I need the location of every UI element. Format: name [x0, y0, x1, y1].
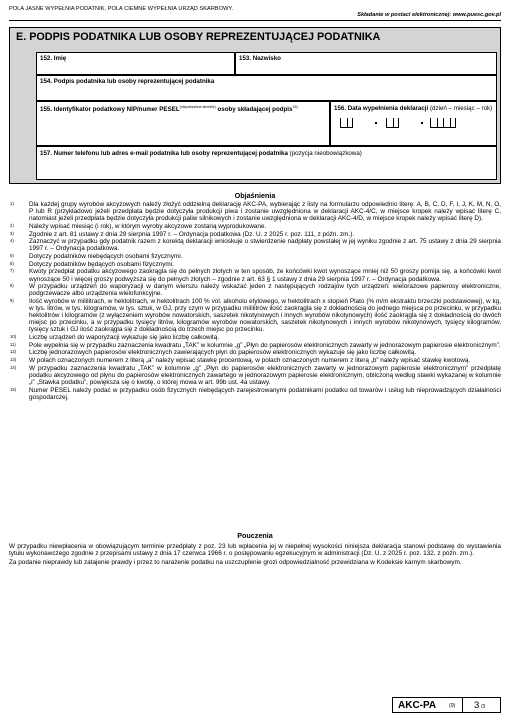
- form-footer-box: [392, 697, 501, 713]
- form-code: AKC-PA: [398, 700, 437, 711]
- field-156-label-main: 156. Data wypełnienia deklaracji: [334, 105, 429, 112]
- footnote-text: Kwoty przedpłat podatku akcyzowego zaokrągla się do pełnych złotych w ten sposób, że końcówki kwot wynoszące mniej niż 50 groszy pomija się, a końcówki kwot wynoszące 50 i więcej groszy podwyższa się do pełnych złotych – zgodnie z art. 63 § 1 ustawy z dnia 29 sierpnia 1997 r. – Ordynacja podatkowa.: [29, 268, 501, 283]
- footnote-text: Należy wpisać miesiąc (i rok), w którym wyroby akcyzowe zostaną wyprodukowane.: [29, 222, 267, 230]
- footnote-text: Ilość wyrobów w mililitrach, w hektolitrach, w hektolitrach 100 % vol. alkoholu etylowego, w hektolitrach x stopień Plato (% m/m ekstraktu brzeczki podstawowej), w kg, w tys. litrów, w tys. kilogramów, w tys. sztuk, w GJ, przy czym w przypadku mililitrów ilość zaokrągla się z dokładnością do jednego miejsca po przecinku, w przypadku hektolitrów i kilogramów (z wyłączeniem wyrobów nowatorskich, saszetek nikotynowych i innych wyrobów nikotynowych) ilość zaokrągla się z dokładnością do dwóch miejsc po przecinku, a w przypadku tysięcy litrów, kilogramów wyrobów nowatorskich, saszetek nikotynowych i innych wyrobów nikotynowych, tysięcy kilogramów, tysięcy sztuk i GJ ilość zaokrągla się z dokładnością do trzech miejsc po przecinku.: [29, 297, 501, 334]
- footnote-item: [9, 342, 501, 349]
- field-153-last-name[interactable]: [235, 52, 497, 75]
- footnote-text: Zgodnie z art. 81 ustawy z dnia 29 sierpnia 1997 r. – Ordynacja podatkowa (Dz. U. z 2025 r. poz. 111, z późn. zm.).: [29, 230, 355, 238]
- field-157-phone-email[interactable]: [36, 146, 497, 180]
- footnote-number: 7): [10, 268, 14, 274]
- footnote-number: 11): [10, 341, 16, 347]
- date-month-digit-2[interactable]: [393, 118, 400, 128]
- footnote-item: [9, 261, 501, 268]
- footnote-item: [9, 334, 501, 341]
- footnote-item: [9, 349, 501, 356]
- footnote-text: Dotyczy podatników niebędących osobami fizycznymi.: [29, 253, 183, 261]
- footnote-item: [9, 268, 501, 282]
- pouczenia-paragraph: Za podanie nieprawdy lub zatajenie prawdy i przez to narażenie podatku na uszczuplenie grozi odpowiedzialność przewidziana w Kodeksie karnym skarbowym.: [9, 559, 462, 567]
- date-year-digit-4[interactable]: [450, 118, 457, 128]
- header-left-note: POLA JASNE WYPEŁNIA PODATNIK, POLA CIEMNE WYPEŁNIA URZĄD SKARBOWY.: [9, 6, 234, 12]
- page-total: /3: [481, 704, 486, 710]
- field-155-nip-pesel[interactable]: [36, 101, 330, 146]
- footnote-text: Pole wypełnia się w przypadku zaznaczenia kwadratu „TAK” w kolumnie „g” „Płyn do papierosów elektronicznych zawarty w jednorazowym papierosie elektronicznym”.: [29, 341, 501, 349]
- footnote-number: 6): [10, 260, 14, 266]
- footnote-number: 5): [10, 253, 14, 259]
- footnote-number: 15): [10, 386, 17, 392]
- footnote-text: Liczbę jednorazowych papierosów elektronicznych zawierających płyn do papierosów elektronicznych wykazuje się jako liczbę całkowitą.: [29, 349, 417, 357]
- footnote-text: Numer PESEL należy podać w przypadku osób fizycznych niebędących zarejestrowanymi podatnikami podatku od towarów i usług lub nieprowadzących działalności gospodarczej.: [29, 386, 501, 401]
- footnote-number: 12): [10, 349, 17, 355]
- pouczenia-paragraph: W przypadku niewpłacenia w obowiązującym terminie przedpłaty z poz. 23 lub wpłacenia jej w niepełnej wysokości niniejsza deklaracja stanowi podstawę do wystawienia tytułu wykonawczego zgodnie z przepisami ustawy z dnia 17 czerwca 1966 r. o postępowaniu egzekucyjnym w administracji (Dz. U. z 2025 r. poz. 132, z późn. zm.).: [9, 543, 501, 558]
- field-155-label-tail: osoby składającej podpis: [215, 106, 293, 114]
- footnote-text: W przypadku urządzeń do waporyzacji w danym wierszu należy wskazać jeden z następujących rodzajów tych urządzeń: wielorazowe papierosy elektroniczne, podgrzewacze albo urządzenia wielofunkcyjne.: [29, 283, 501, 298]
- footnote-number: 14): [10, 364, 17, 370]
- footnote-number: 10): [10, 334, 17, 340]
- header-rule: [9, 20, 501, 21]
- footnote-item: [9, 253, 501, 260]
- pouczenia-heading: Pouczenia: [237, 531, 273, 540]
- footnote-item: [9, 298, 501, 333]
- footnote-item: [9, 223, 501, 230]
- field-156-label-hint: (dzień – miesiąc – rok): [428, 105, 493, 112]
- field-157-label-main: 157. Numer telefonu lub adres e-mail podatnika lub osoby reprezentującej podatnika: [40, 150, 288, 157]
- footnote-item: [9, 387, 501, 401]
- field-153-label: 153. Nazwisko: [239, 55, 281, 62]
- field-157-label: [40, 150, 362, 157]
- field-155-label-note: (niepotrzebne skreślić): [179, 105, 216, 109]
- footnote-number: 13): [10, 357, 17, 363]
- footnote-number: 1): [10, 201, 14, 206]
- footnote-item: [9, 357, 501, 364]
- field-152-label: 152. Imię: [40, 55, 67, 62]
- footnote-text: Zaznaczyć w przypadku gdy podatnik razem z korektą deklaracji wnioskuje o stwierdzenie nadpłaty powstałej w jej wyniku zgodnie z art. 75 ustawy z dnia 29 sierpnia 1997 r. – Ordynacja podatkowa.: [29, 238, 501, 253]
- footnote-item: [9, 238, 501, 252]
- date-day-digit-2[interactable]: [347, 118, 354, 128]
- footnote-number: 9): [10, 297, 14, 303]
- footnote-text: Dotyczy podatników będących osobami fizycznymi.: [29, 260, 174, 268]
- footer-divider: [462, 698, 463, 712]
- section-e-signature: [9, 27, 501, 184]
- footnote-number: 2): [10, 222, 14, 228]
- date-separator-dot: [375, 122, 377, 124]
- field-155-label-main: 155. Identyfikator podatkowy NIP/numer PESEL: [40, 106, 180, 114]
- field-154-signature[interactable]: [36, 75, 497, 101]
- field-157-label-hint: (pozycja nieobowiązkowa): [287, 150, 362, 157]
- field-156-fill-date[interactable]: [330, 101, 497, 146]
- field-156-label: [334, 105, 492, 112]
- page-number: 3: [474, 700, 480, 711]
- objasnienia-heading: Objaśnienia: [234, 191, 276, 200]
- footnote-text: Dla każdej grupy wyrobów akcyzowych należy złożyć oddzielną deklarację AKC-PA, wybierając z listy na formularzu odpowiednio literę: A, B, C, D, F, I, J, K, M, N, O, P lub R (przykładowo jeżeli przedpłata będzie dotyczyła produkcji piwa i zostanie uwzględniona w deklaracji AKC-4/C, w miejsce kropek należy wpisać literę C, natomiast jeżeli przedpłata będzie dotyczyła produkcji paliw silnikowych i zostanie uwzględniona w deklaracji AKC-4/D, w miejsce kropek należy wpisać literę D).: [29, 201, 501, 223]
- footnote-number: 4): [10, 238, 14, 244]
- form-version: (9): [449, 703, 456, 709]
- pouczenia-body: [9, 543, 501, 569]
- footnote-text: W polach oznaczonych numerem z literą „a” należy wpisać stawkę procentową, w polach oznaczonych numerem z literą „b” należy wpisać stawkę kwotową.: [29, 357, 471, 365]
- section-e-title: E. PODPIS PODATNIKA LUB OSOBY REPREZENTUJĄCEJ PODATNIKA: [16, 31, 381, 43]
- footnote-number: 8): [10, 283, 14, 289]
- footnote-text: Liczbę urządzeń do waporyzacji wykazuje się jako liczbę całkowitą.: [29, 334, 220, 342]
- footnote-item: [9, 365, 501, 386]
- field-154-label: 154. Podpis podatnika lub osoby reprezentującej podatnika: [40, 78, 215, 85]
- header-right-note: Składanie w postaci elektronicznej: www.puesc.gov.pl: [357, 12, 501, 18]
- date-separator-dot: [421, 122, 423, 124]
- footnote-text: W przypadku zaznaczenia kwadratu „TAK” w kolumnie „g” „Płyn do papierosów elektronicznych zawarty w jednorazowym papierosie elektronicznym” przedpłatę podatku akcyzowego od płynu do papierosów elektronicznych zawartego w jednorazowym papierosie elektronicznym, obliczoną według stawki wykazanej w kolumnie „i” „Stawka podatku”, powiększa się o kwotę, o której mowa w art. 99b ust. 4a ustawy.: [29, 364, 501, 386]
- field-155-footnote-ref: 15): [292, 105, 298, 109]
- footnote-item: [9, 283, 501, 297]
- field-155-label: [40, 105, 298, 113]
- footnote-number: 3): [10, 230, 14, 236]
- field-152-first-name[interactable]: [36, 52, 235, 75]
- objasnienia-list: [9, 201, 501, 401]
- footnote-item: [9, 201, 501, 222]
- footnote-item: [9, 231, 501, 238]
